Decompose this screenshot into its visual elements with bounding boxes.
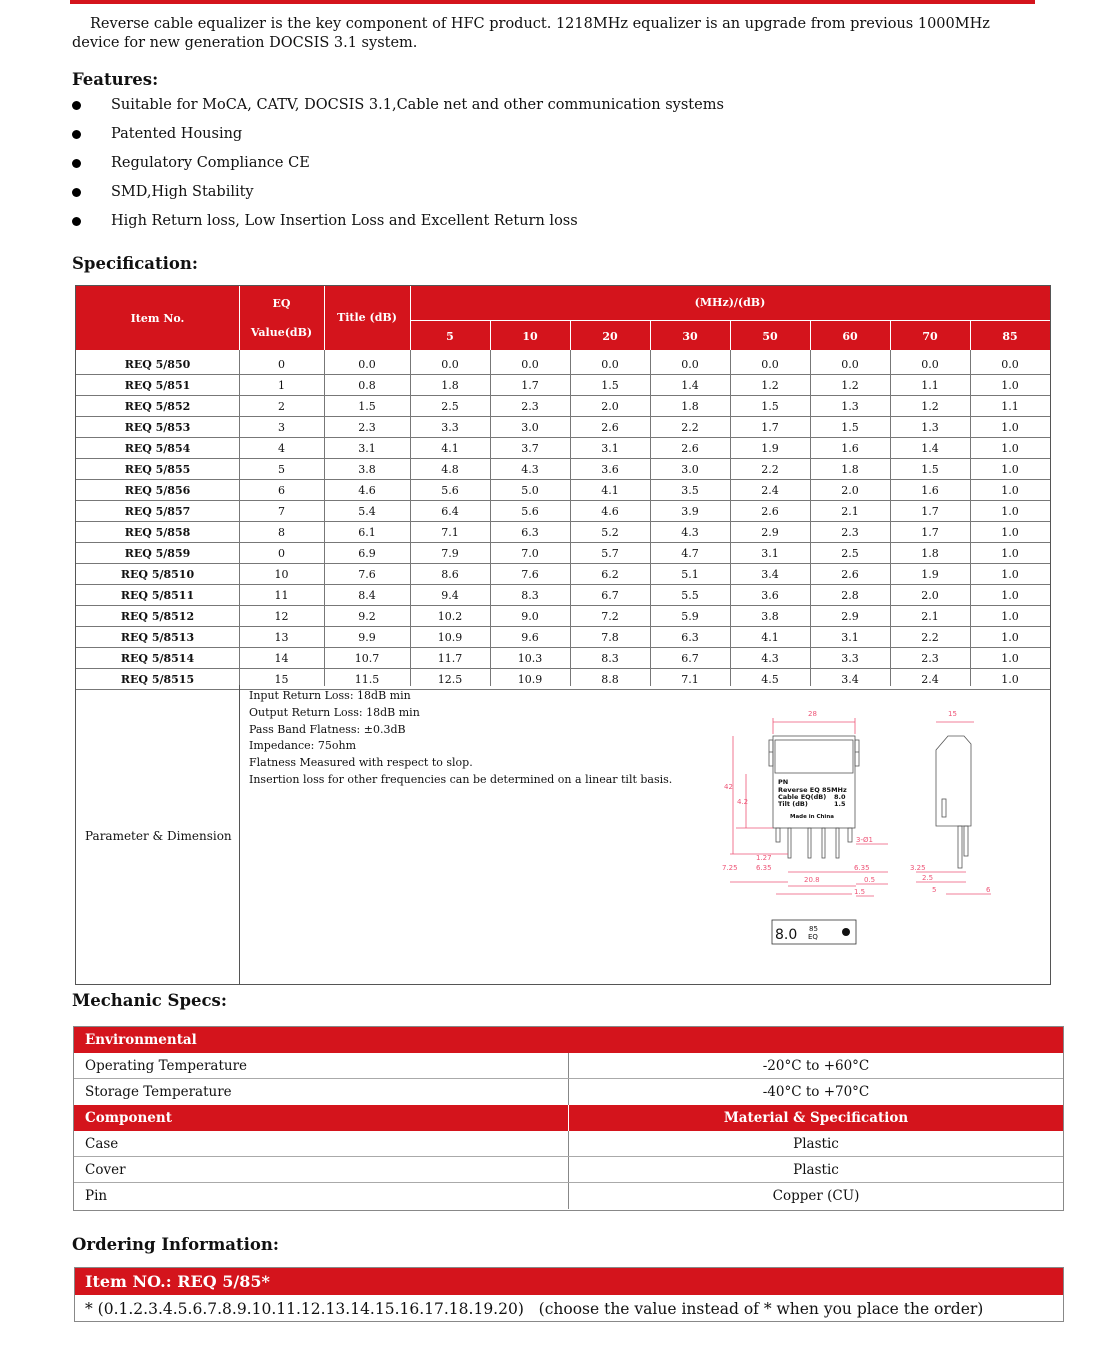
label-tilt: Tilt (dB) (778, 800, 808, 808)
value-cell: 1.0 (1001, 589, 1019, 602)
table-row: Operating Temperature -20°C to +60°C (74, 1053, 1063, 1079)
item-no-cell: REQ 5/8514 (120, 652, 195, 665)
freq-header: (MHz)/(dB) (694, 296, 766, 309)
freq-col-50: 50 (762, 330, 778, 343)
bullet-icon (72, 188, 81, 197)
dim-label: 20.8 (804, 876, 820, 884)
label-pn: PN (778, 778, 789, 786)
ordering-values: * (0.1.2.3.4.5.6.7.8.9.10.11.12.13.14.15.16.17.18.19.20) (choose the value instead of * when you place the order) (85, 1300, 984, 1318)
value-cell: 9.2 (358, 610, 376, 623)
value-cell: 1.0 (1001, 673, 1019, 686)
value-cell: 3.8 (761, 610, 779, 623)
value-cell: 10.2 (437, 610, 463, 623)
value-cell: 1.7 (761, 421, 779, 434)
label-tilt-value: 1.5 (834, 800, 846, 808)
param-dimension-label: Parameter & Dimension (85, 829, 232, 843)
intro-paragraph: Reverse cable equalizer is the key component of HFC product. 1218MHz equalizer is an upgrade from previous 1000MHz device for new generation DOCSIS 3.1 system. (72, 16, 990, 51)
top-accent-bar (70, 0, 1035, 4)
value-cell: 7.1 (441, 526, 459, 539)
value-cell: 1.5 (601, 379, 619, 392)
value-cell: 3.0 (681, 463, 699, 476)
freq-col-20: 20 (602, 330, 618, 343)
value-cell: 9.6 (521, 631, 539, 644)
value-cell: 2.1 (841, 505, 859, 518)
value-cell: 7.6 (521, 568, 539, 581)
value-cell: 2.0 (841, 484, 859, 497)
value-cell: 2.6 (681, 442, 699, 455)
col-eq-label: EQ (272, 297, 291, 310)
value-cell: 5.1 (681, 568, 699, 581)
freq-col-30: 30 (682, 330, 698, 343)
value-cell: 1.0 (1001, 379, 1019, 392)
label-made: Made in China (790, 814, 834, 820)
value-cell: 5.0 (521, 484, 539, 497)
value-cell: 3.9 (681, 505, 699, 518)
value-cell: 4.8 (441, 463, 459, 476)
value-cell: 3.1 (761, 547, 779, 560)
feature-item: Regulatory Compliance CE (72, 153, 724, 182)
value-cell: 6.9 (358, 547, 376, 560)
item-no-cell: REQ 5/8510 (120, 568, 195, 581)
dim-label: 6.35 (854, 864, 870, 872)
value-cell: 0.0 (521, 358, 539, 371)
value-cell: 5.9 (681, 610, 699, 623)
value-cell: 4.1 (761, 631, 779, 644)
value-cell: 6.1 (358, 526, 376, 539)
value-cell: 2.0 (601, 400, 619, 413)
value-cell: 8.6 (441, 568, 459, 581)
value-cell: 1.0 (1001, 610, 1019, 623)
item-no-cell: REQ 5/8511 (120, 589, 195, 602)
value-cell: 1.7 (921, 505, 939, 518)
value-cell: 1.3 (921, 421, 939, 434)
col-eq-value: Value(dB) (250, 326, 313, 339)
value-cell: 3.1 (601, 442, 619, 455)
value-cell: 2.5 (441, 400, 459, 413)
value-cell: 1.5 (921, 463, 939, 476)
bullet-icon (72, 101, 81, 110)
value-cell: 0.0 (441, 358, 459, 371)
value-cell: 10.9 (437, 631, 463, 644)
value-cell: 2.9 (841, 610, 859, 623)
value-cell: 3.0 (521, 421, 539, 434)
dim-label: 4.2 (737, 798, 749, 806)
value-cell: 1.9 (761, 442, 779, 455)
env-header: Environmental (85, 1032, 197, 1048)
freq-col-70: 70 (922, 330, 938, 343)
item-no-cell: REQ 5/859 (124, 547, 191, 560)
value-cell: 1.8 (921, 547, 939, 560)
value-cell: 5.6 (521, 505, 539, 518)
value-cell: 3.4 (841, 673, 859, 686)
feature-item: Suitable for MoCA, CATV, DOCSIS 3.1,Cable net and other communication systems (72, 95, 724, 124)
value-cell: 5.4 (358, 505, 376, 518)
value-cell: 4.5 (761, 673, 779, 686)
value-cell: 1.1 (1001, 400, 1019, 413)
value-cell: 5.7 (601, 547, 619, 560)
env-header-row (74, 1027, 1063, 1053)
value-cell: 5.2 (601, 526, 619, 539)
value-cell: 2.2 (761, 463, 779, 476)
dim-label: 1.5 (854, 888, 866, 896)
value-cell: 1.2 (841, 379, 859, 392)
value-cell: 11.7 (437, 652, 463, 665)
value-cell: 7.1 (681, 673, 699, 686)
value-cell: 1.7 (521, 379, 539, 392)
item-no-cell: REQ 5/8513 (120, 631, 195, 644)
value-cell: 8.4 (358, 589, 376, 602)
item-no-cell: REQ 5/8512 (120, 610, 195, 623)
value-cell: 2.2 (921, 631, 939, 644)
value-cell: 4.6 (601, 505, 619, 518)
features-heading: Features: (72, 70, 159, 89)
value-cell: 0.0 (358, 358, 376, 371)
value-cell: 8.3 (601, 652, 619, 665)
value-cell: 0.0 (841, 358, 859, 371)
mechanic-heading: Mechanic Specs: (72, 991, 227, 1010)
freq-col-85: 85 (1002, 330, 1018, 343)
value-cell: 1.6 (921, 484, 939, 497)
value-cell: 6.3 (681, 631, 699, 644)
value-cell: 1.1 (921, 379, 939, 392)
value-cell: 3.6 (601, 463, 619, 476)
freq-col-10: 10 (522, 330, 538, 343)
value-cell: 4.3 (681, 526, 699, 539)
dim-label: 1.27 (756, 854, 772, 862)
value-cell: 2 (278, 400, 285, 413)
item-no-cell: REQ 5/850 (124, 358, 191, 371)
value-cell: 1 (278, 379, 285, 392)
value-cell: 2.3 (921, 652, 939, 665)
parameter-list (249, 688, 672, 789)
mark-eq: EQ (808, 933, 818, 941)
component-header-row: Component Material & Specification (74, 1105, 1063, 1131)
value-cell: 4.3 (761, 652, 779, 665)
dim-label: 3.25 (910, 864, 926, 872)
value-cell: 2.1 (921, 610, 939, 623)
value-cell: 4.3 (521, 463, 539, 476)
param-line: Input Return Loss: 18dB min (249, 689, 411, 702)
value-cell: 8.3 (521, 589, 539, 602)
value-cell: 7.2 (601, 610, 619, 623)
value-cell: 11.5 (354, 673, 380, 686)
item-no-cell: REQ 5/858 (124, 526, 191, 539)
value-cell: 1.0 (1001, 421, 1019, 434)
value-cell: 4.6 (358, 484, 376, 497)
value-cell: 8.8 (601, 673, 619, 686)
value-cell: 1.0 (1001, 568, 1019, 581)
item-no-cell: REQ 5/853 (124, 421, 191, 434)
item-no-cell: REQ 5/852 (124, 400, 191, 413)
value-cell: 0.0 (761, 358, 779, 371)
value-cell: 6 (278, 484, 285, 497)
feature-item: Patented Housing (72, 124, 724, 153)
value-cell: 1.2 (761, 379, 779, 392)
param-line: Pass Band Flatness: ±0.3dB (249, 722, 406, 736)
freq-col-60: 60 (842, 330, 858, 343)
param-line: Flatness Measured with respect to slop. (249, 756, 473, 770)
value-cell: 11 (274, 589, 289, 602)
value-cell: 3.4 (761, 568, 779, 581)
value-cell: 6.3 (521, 526, 539, 539)
value-cell: 2.8 (841, 589, 859, 602)
specification-table (75, 285, 1051, 985)
ordering-item: Item NO.: REQ 5/85* (85, 1272, 270, 1291)
table-row: Case Plastic (74, 1131, 1063, 1157)
value-cell: 2.4 (921, 673, 939, 686)
value-cell: 1.5 (358, 400, 376, 413)
value-cell: 3.7 (521, 442, 539, 455)
mechanic-table (73, 1026, 1064, 1211)
value-cell: 6.4 (441, 505, 459, 518)
value-cell: 0.0 (1001, 358, 1019, 371)
value-cell: 7.9 (441, 547, 459, 560)
item-no-cell: REQ 5/854 (124, 442, 191, 455)
value-cell: 10.9 (517, 673, 543, 686)
value-cell: 2.3 (521, 400, 539, 413)
dim-label: 3-Ø1 (856, 836, 873, 844)
freq-col-5: 5 (446, 330, 454, 343)
feature-item: SMD,High Stability (72, 182, 724, 211)
value-cell: 7.6 (358, 568, 376, 581)
value-cell: 2.5 (841, 547, 859, 560)
param-dimension-cell (76, 685, 240, 985)
value-cell: 3.5 (681, 484, 699, 497)
value-cell: 1.0 (1001, 442, 1019, 455)
value-cell: 10 (274, 568, 289, 581)
value-cell: 1.0 (1001, 652, 1019, 665)
table-row: Storage Temperature -40°C to +70°C (74, 1079, 1063, 1105)
value-cell: 12 (274, 610, 289, 623)
value-cell: 2.6 (601, 421, 619, 434)
value-cell: 2.3 (841, 526, 859, 539)
value-cell: 4.1 (601, 484, 619, 497)
value-cell: 14 (274, 652, 289, 665)
value-cell: 13 (274, 631, 289, 644)
value-cell: 0.0 (681, 358, 699, 371)
value-cell: 7.8 (601, 631, 619, 644)
param-line: Insertion loss for other frequencies can be determined on a linear tilt basis. (249, 772, 673, 786)
param-line: Impedance: 75ohm (249, 739, 357, 753)
value-cell: 1.6 (841, 442, 859, 455)
dim-label: 28 (808, 710, 817, 718)
value-cell: 2.3 (358, 421, 376, 434)
value-cell: 7 (278, 505, 285, 518)
dim-label: 6 (986, 886, 991, 894)
value-cell: 2.6 (841, 568, 859, 581)
value-cell: 10.3 (517, 652, 543, 665)
value-cell: 0.8 (358, 379, 376, 392)
label-cable: Cable EQ(dB) (778, 793, 827, 801)
value-cell: 8 (278, 526, 285, 539)
value-cell: 3 (278, 421, 285, 434)
value-cell: 1.4 (921, 442, 939, 455)
value-cell: 1.0 (1001, 631, 1019, 644)
value-cell: 6.7 (681, 652, 699, 665)
col-title: Title (dB) (337, 311, 397, 324)
value-cell: 5.5 (681, 589, 699, 602)
item-no-cell: REQ 5/8515 (120, 673, 195, 686)
value-cell: 2.0 (921, 589, 939, 602)
ordering-box (74, 1267, 1064, 1322)
value-cell: 0.0 (601, 358, 619, 371)
value-cell: 5.6 (441, 484, 459, 497)
value-cell: 3.3 (441, 421, 459, 434)
value-cell: 9.0 (521, 610, 539, 623)
value-cell: 9.4 (441, 589, 459, 602)
dim-label: 42 (724, 783, 733, 791)
value-cell: 2.9 (761, 526, 779, 539)
value-cell: 1.8 (441, 379, 459, 392)
table-row: Pin Copper (CU) (74, 1183, 1063, 1209)
value-cell: 15 (274, 673, 289, 686)
dim-label: 5 (932, 886, 937, 894)
value-cell: 1.0 (1001, 484, 1019, 497)
value-cell: 3.6 (761, 589, 779, 602)
bullet-icon (72, 130, 81, 139)
value-cell: 3.1 (841, 631, 859, 644)
dim-label: 2.5 (922, 874, 934, 882)
value-cell: 1.9 (921, 568, 939, 581)
value-cell: 2.6 (761, 505, 779, 518)
value-cell: 4 (278, 442, 285, 455)
bullet-icon (72, 159, 81, 168)
value-cell: 1.0 (1001, 526, 1019, 539)
value-cell: 1.2 (921, 400, 939, 413)
mark-85: 85 (809, 925, 818, 933)
value-cell: 10.7 (354, 652, 380, 665)
value-cell: 1.7 (921, 526, 939, 539)
label-name: Reverse EQ 85MHz (778, 786, 847, 794)
value-cell: 1.5 (761, 400, 779, 413)
value-cell: 4.1 (441, 442, 459, 455)
ordering-item-row (75, 1268, 1063, 1295)
item-no-cell: REQ 5/851 (124, 379, 191, 392)
ordering-heading: Ordering Information: (72, 1235, 279, 1254)
item-no-cell: REQ 5/855 (124, 463, 191, 476)
value-cell: 0 (278, 358, 285, 371)
table-row: Cover Plastic (74, 1157, 1063, 1183)
value-cell: 3.1 (358, 442, 376, 455)
value-cell: 7.0 (521, 547, 539, 560)
value-cell: 5 (278, 463, 285, 476)
value-cell: 6.7 (601, 589, 619, 602)
value-cell: 4.7 (681, 547, 699, 560)
features-list (72, 95, 724, 240)
value-cell: 1.5 (841, 421, 859, 434)
value-cell: 0 (278, 547, 285, 560)
value-cell: 6.2 (601, 568, 619, 581)
value-cell: 1.8 (681, 400, 699, 413)
value-cell: 1.8 (841, 463, 859, 476)
dim-label: 0.5 (864, 876, 876, 884)
value-cell: 3.8 (358, 463, 376, 476)
bullet-icon (72, 217, 81, 226)
value-cell: 3.3 (841, 652, 859, 665)
col-item-no: Item No. (130, 312, 185, 325)
mark-value: 8.0 (775, 927, 798, 943)
value-cell: 9.9 (358, 631, 376, 644)
dim-label: 6.35 (756, 864, 772, 872)
value-cell: 12.5 (437, 673, 463, 686)
feature-item: High Return loss, Low Insertion Loss and Excellent Return loss (72, 211, 724, 240)
label-cable-value: 8.0 (834, 793, 846, 801)
value-cell: 1.3 (841, 400, 859, 413)
specification-heading: Specification: (72, 254, 198, 273)
value-cell: 2.2 (681, 421, 699, 434)
param-line: Output Return Loss: 18dB min (249, 705, 420, 719)
value-cell: 1.4 (681, 379, 699, 392)
dim-label: 7.25 (722, 864, 738, 872)
value-cell: 0.0 (921, 358, 939, 371)
dimension-drawing (716, 704, 1046, 964)
value-cell: 1.0 (1001, 505, 1019, 518)
item-no-cell: REQ 5/856 (124, 484, 191, 497)
item-no-cell: REQ 5/857 (124, 505, 191, 518)
value-cell: 1.0 (1001, 463, 1019, 476)
value-cell: 1.0 (1001, 547, 1019, 560)
spec-table-header (76, 286, 1050, 350)
dim-label: 15 (948, 710, 957, 718)
value-cell: 2.4 (761, 484, 779, 497)
